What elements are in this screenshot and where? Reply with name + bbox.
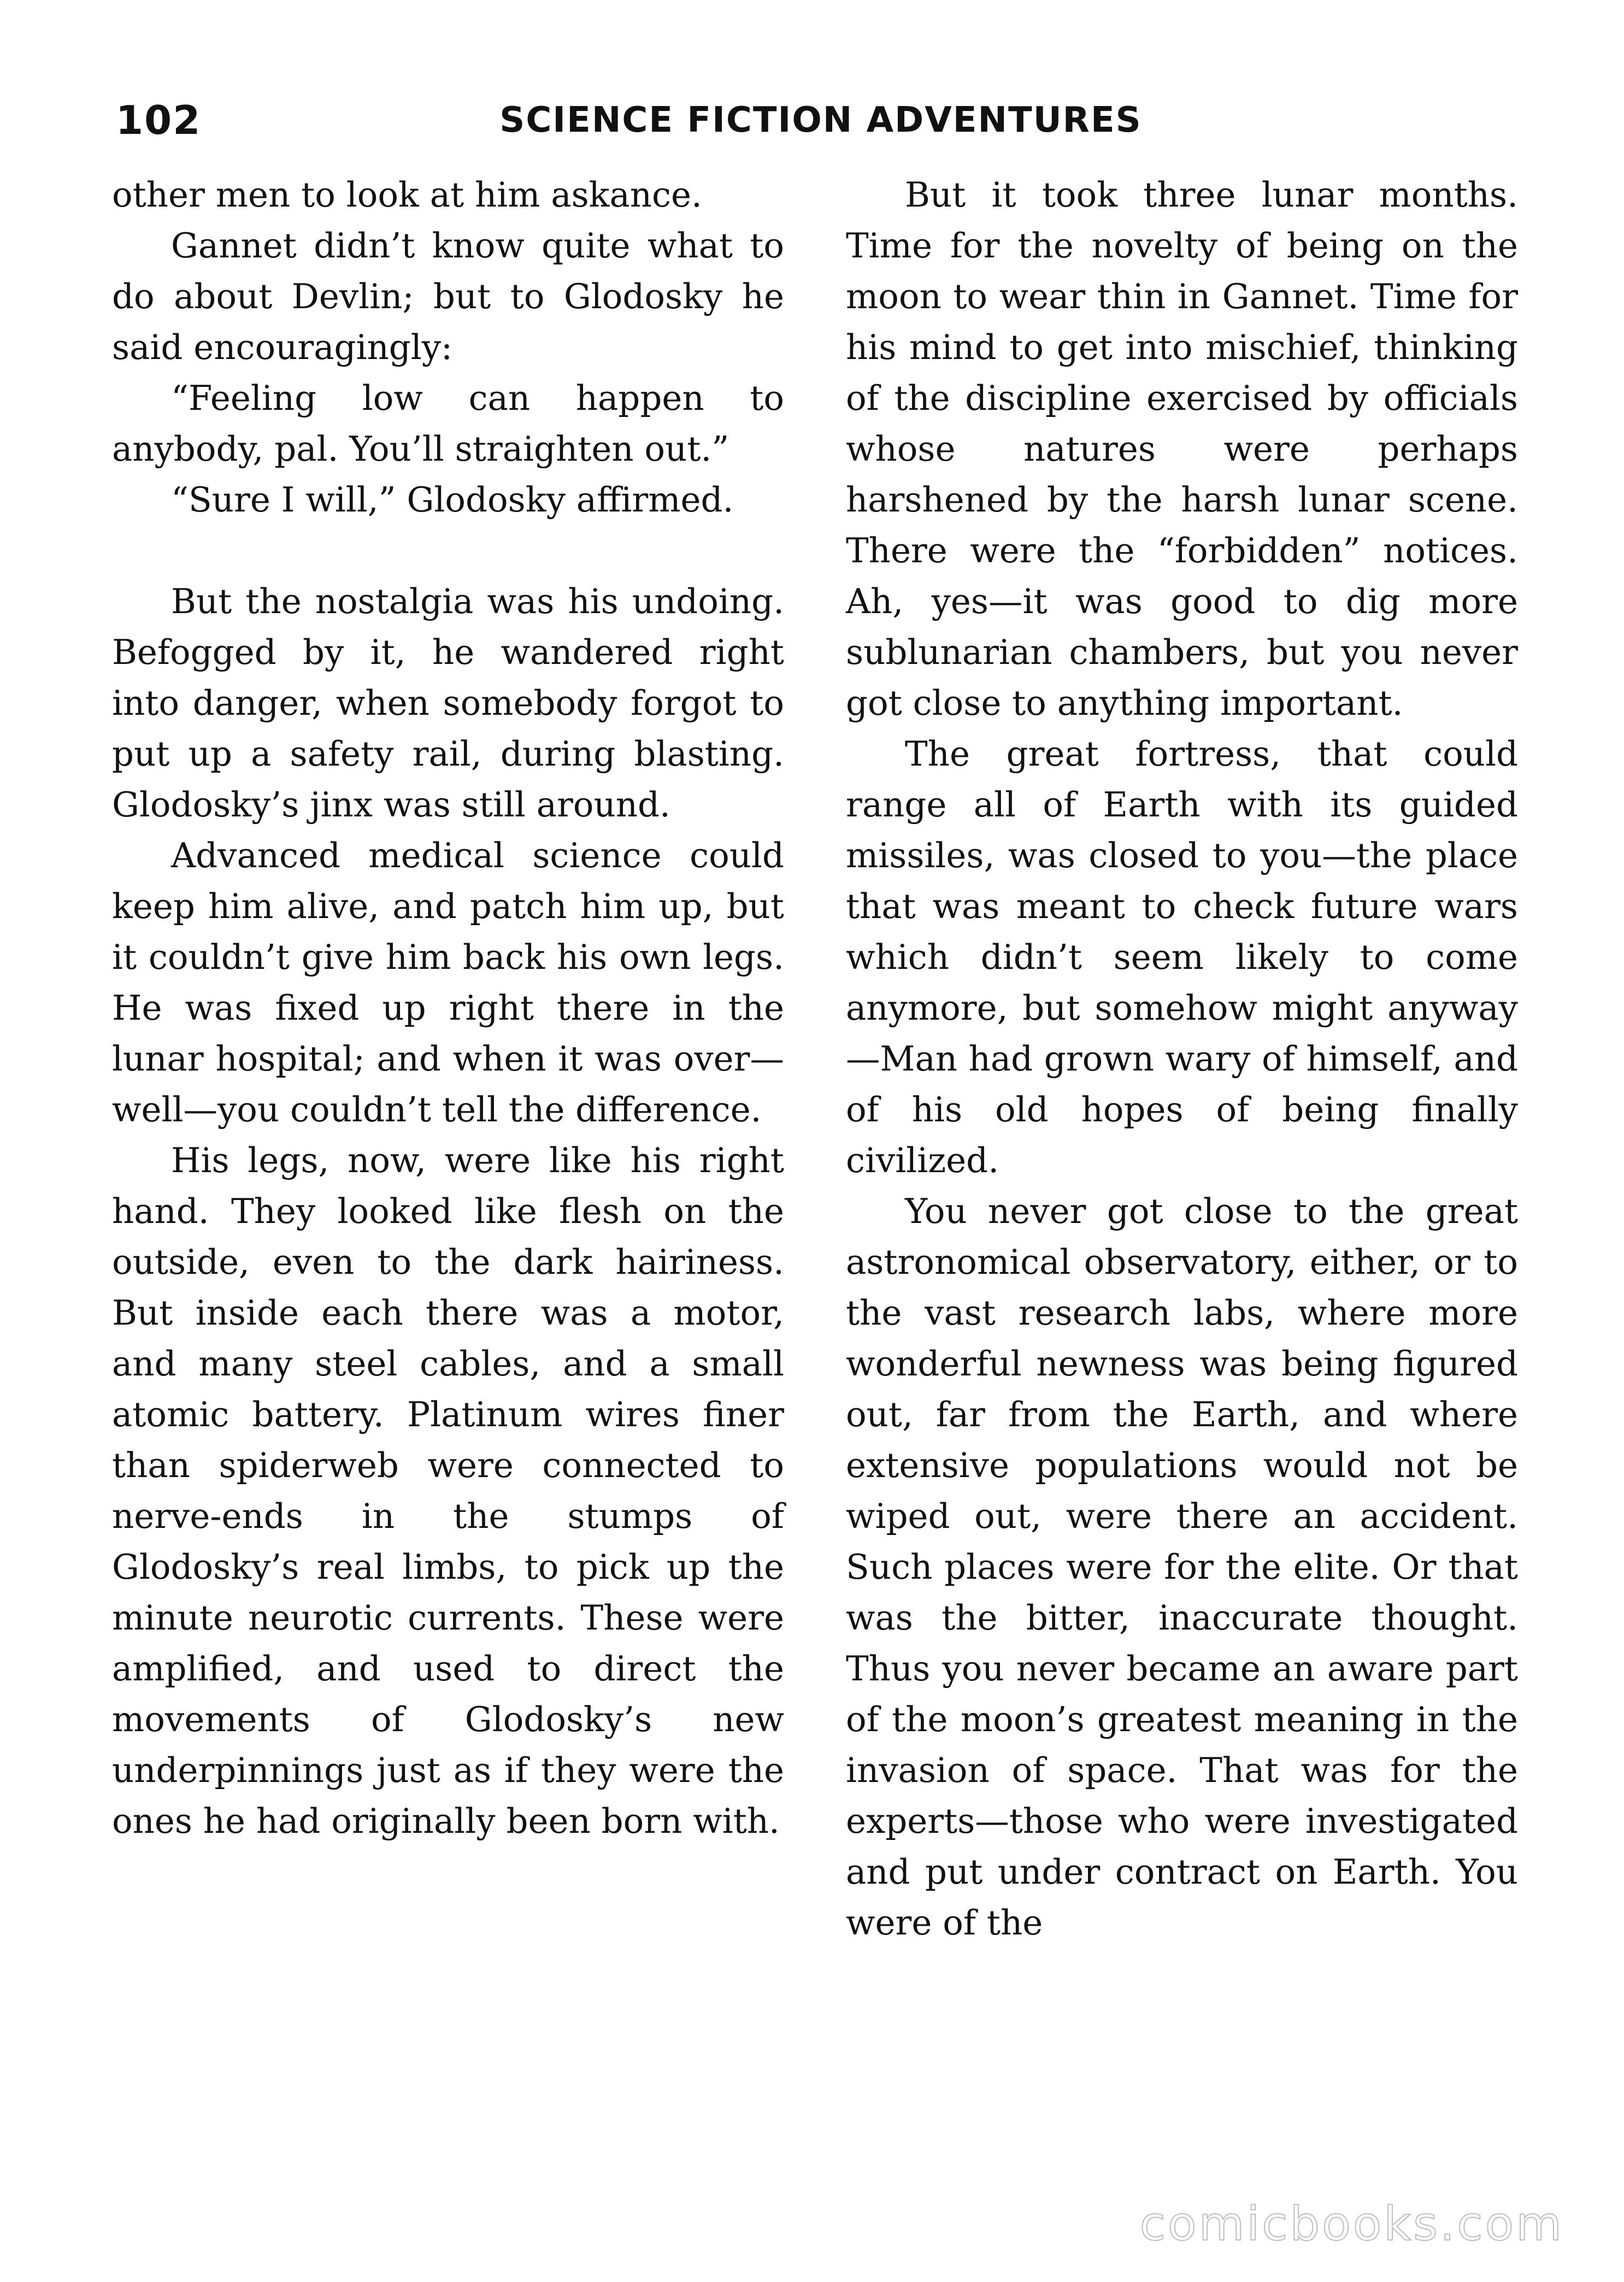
paragraph: Advanced medical science could keep him alive, and patch him up, but it couldn’t give him back his own legs. He was fixed up right there in the lunar hospital; and when it was over—well—you couldn’t tell the difference.: [112, 836, 784, 1130]
left-column: [112, 169, 784, 1846]
page-number: 102: [116, 97, 202, 143]
paragraph: You never got close to the great astronomical observatory, either, or to the vast research labs, where more wonderful newness was being figured out, far from the Earth, and where extensive populations would not be wiped out, were there an accident. Such places were for the elite. Or that was the bitter, inaccurate thought. Thus you never became an aware part of the moon’s greatest meaning in the invasion of space. That was for the experts—those who were investigated and put under contract on Earth. You were of the: [846, 1191, 1518, 1943]
paragraph: The great fortress, that could range all of Earth with its guided missiles, was closed to you—the place that was meant to check future wars which didn’t seem likely to come anymore, but somehow might anyway—Man had grown wary of himself, and of his old hopes of being finally civilized.: [846, 734, 1518, 1180]
running-title: SCIENCE FICTION ADVENTURES: [499, 100, 1142, 140]
paragraph: other men to look at him askance.: [112, 175, 702, 215]
paragraph: Gannet didn’t know quite what to do about Devlin; but to Glodosky he said encouragingly:: [112, 226, 784, 367]
right-column: [846, 169, 1518, 1948]
watermark: comicbooks.com: [1139, 2197, 1564, 2251]
page-header: [116, 96, 1526, 145]
paragraph: “Sure I will,” Glodosky affirmed.: [171, 480, 734, 520]
paragraph: His legs, now, were like his right hand. They looked like flesh on the outside, even to the dark hairiness. But inside each there was a motor, and many steel cables, and a small atomic battery. Platinum wires finer than spiderweb were connected to nerve-ends in the stumps of Glodosky’s real limbs, to pick up the minute neurotic currents. These were amplified, and used to direct the movements of Glodosky’s new underpinnings just as if they were the ones he had originally been born with.: [112, 1140, 784, 1841]
paragraph: But the nostalgia was his undoing. Befogged by it, he wandered right into danger, when somebody forgot to put up a safety rail, during blasting. Glodosky’s jinx was still around.: [112, 581, 784, 825]
paragraph: “Feeling low can happen to anybody, pal. You’ll straighten out.”: [112, 378, 784, 469]
paragraph: But it took three lunar months. Time for the novelty of being on the moon to wear thin in Gannet. Time for his mind to get into mischief, thinking of the discipline exercised by officials whose natures were perhaps harshened by the harsh lunar scene. There were the “forbidden” notices. Ah, yes—it was good to dig more sublunarian chambers, but you never got close to anything important.: [846, 175, 1518, 723]
